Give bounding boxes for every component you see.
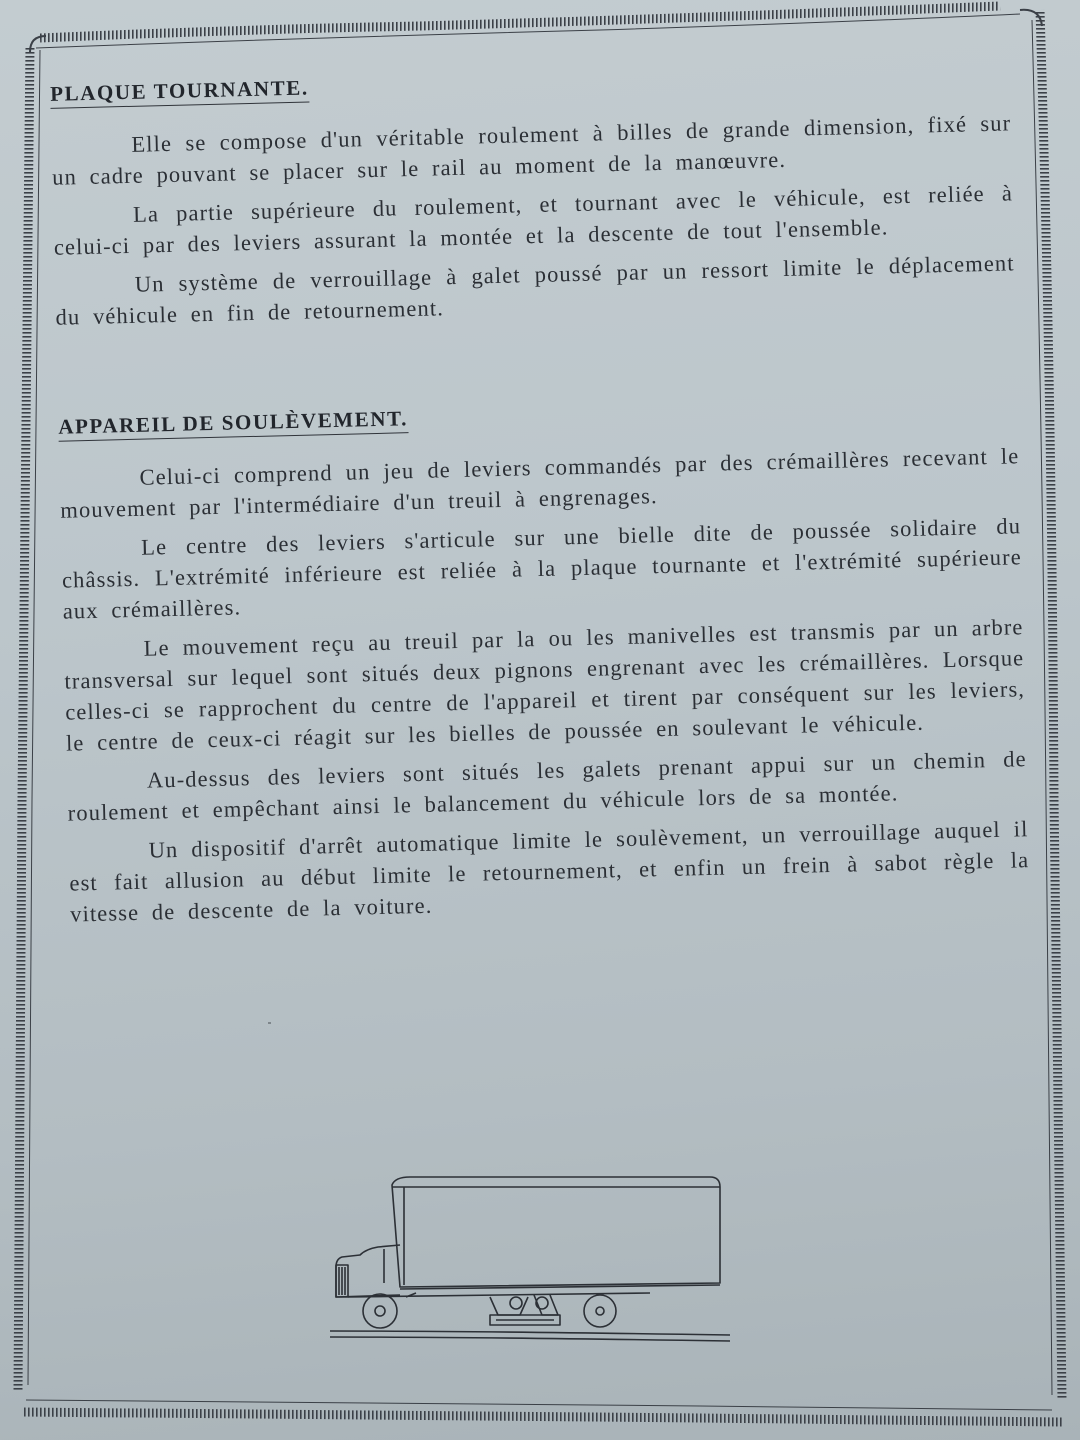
paragraph: Le centre des leviers s'articule sur une bielle dite de poussée solidaire du châssis. L'extrémité inférieure est reliée à la plaque tournante et l'extrémité supérieure aux crémaillères.	[61, 513, 1023, 624]
section-plaque-tournante	[50, 58, 1016, 332]
paragraph: Celui-ci comprend un jeu de leviers commandés par des crémaillères recevant le mouvement par l'intermédiaire d'un treuil à engrenages.	[60, 443, 1020, 523]
text-content	[50, 58, 1030, 929]
section-heading: APPAREIL DE SOULÈVEMENT.	[58, 406, 408, 442]
paragraph: Le mouvement reçu au treuil par la ou les manivelles est transmis par un arbre transversal sur lequel sont situés deux pignons engrenant avec les crémaillères. Lorsque celles-ci se rapprochent du centre de l'appareil et tirent par conséquent sur les leviers, le centre de ceux-ci réagit sur les bielles de poussée en soulevant le véhicule.	[64, 614, 1026, 756]
paragraph: Un dispositif d'arrêt automatique limite le soulèvement, un verrouillage auquel il est fait allusion au début limite le retournement, et enfin un frein à sabot règle la vitesse de descente de la voiture.	[69, 816, 1030, 927]
paragraph: La partie supérieure du roulement, et tournant avec le véhicule, est reliée à celui-ci par des leviers assurant la montée et la descente de tout l'ensemble.	[53, 180, 1014, 260]
truck-on-turntable-icon	[320, 1165, 740, 1355]
paragraph: Un système de verrouillage à galet poussé par un ressort limite le déplacement du véhicule en fin de retournement.	[55, 250, 1015, 330]
section-heading: PLAQUE TOURNANTE.	[50, 76, 309, 109]
paragraph: Au-dessus des leviers sont situés les galets prenant appui sur un chemin de roulement et empêchant ainsi le balancement du véhicule lors de sa montée.	[67, 746, 1027, 826]
paragraph: Elle se compose d'un véritable roulement à billes de grande dimension, fixé sur un cadre pouvant se placer sur le rail au moment de la manœuvre.	[51, 110, 1012, 190]
section-appareil-de-soulevement	[58, 391, 1030, 929]
paper-speck	[268, 1022, 271, 1024]
